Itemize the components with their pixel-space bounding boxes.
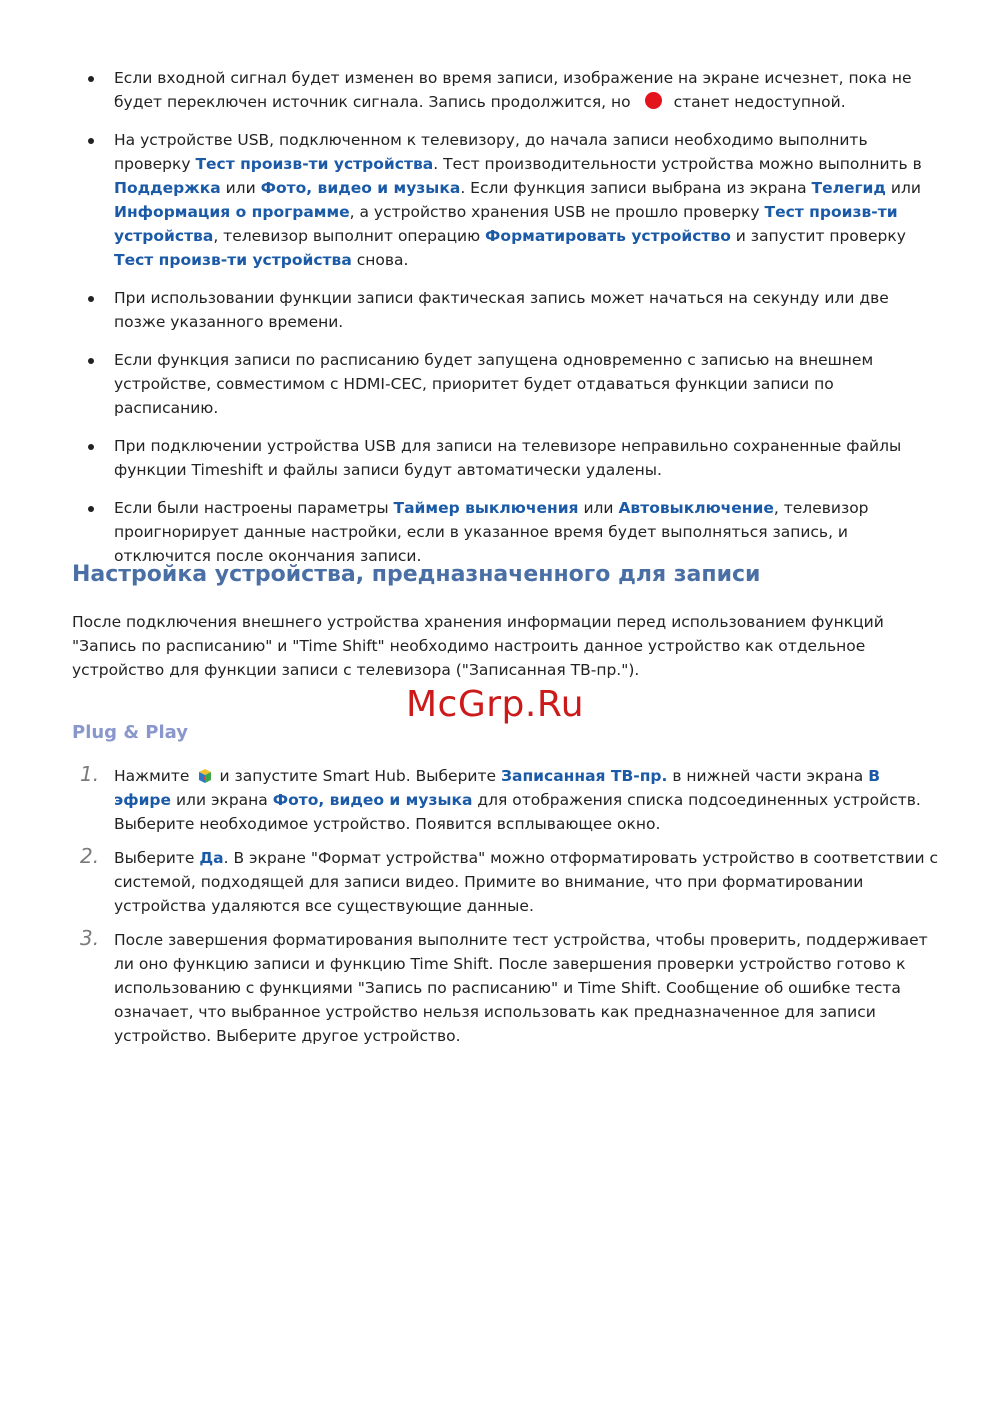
ui-term: Телегид <box>811 179 886 197</box>
text-run: или <box>885 179 921 197</box>
text-run: или <box>578 499 619 517</box>
text-run: для отображения списка подсоединенных устройств. Выберите необходимое устройство. Появится всплывающее окно. <box>114 791 921 833</box>
text-run: При подключении устройства USB для записи на телевизоре неправильно сохраненные файлы функции Timeshift и файлы записи будут автоматически удалены. <box>114 437 902 479</box>
watermark: McGrp.Ru <box>406 684 585 725</box>
step-item <box>72 846 942 918</box>
text-run: , а устройство хранения USB не прошло проверку <box>349 203 765 221</box>
bullet-item <box>72 496 942 568</box>
text-run: в нижней части экрана <box>667 767 869 785</box>
step-number: 3. <box>80 926 100 950</box>
ui-term: Тест произв-ти устройства <box>114 251 352 269</box>
step-item <box>72 764 942 836</box>
bullet-item <box>72 66 942 114</box>
text-run: На устройстве USB, подключенном к телевизору, до начала записи необходимо выполнить проверку <box>114 131 868 173</box>
ui-term: Поддержка <box>114 179 221 197</box>
step-number: 1. <box>80 762 100 786</box>
step-number: 2. <box>80 844 100 868</box>
ui-term: Тест произв-ти устройства <box>114 203 898 245</box>
ui-term: Фото, видео и музыка <box>272 791 473 809</box>
section-intro: После подключения внешнего устройства хранения информации перед использованием функций "Запись по расписанию" и "Time Shift" необходимо настроить данное устройство как отдельное устройство для функции записи с телевизора ("Записанная ТВ-пр."). <box>72 613 884 679</box>
text-run: снова. <box>351 251 409 269</box>
ui-term: Записанная ТВ-пр. <box>500 767 668 785</box>
text-run: и запустите Smart Hub. Выберите <box>219 767 501 785</box>
ui-term: Тест произв-ти устройства <box>195 155 434 173</box>
text-run: или экрана <box>171 791 273 809</box>
ui-term: Автовыключение <box>618 499 774 517</box>
ui-term: Фото, видео и музыка <box>260 179 461 197</box>
text-run: При использовании функции записи фактическая запись может начаться на секунду или две позже указанного времени. <box>114 289 889 331</box>
steps-list <box>72 764 942 1058</box>
bullet-item <box>72 286 942 334</box>
ui-term: Информация о программе <box>114 203 350 221</box>
text-run: Нажмите <box>114 767 190 785</box>
text-run: Если функция записи по расписанию будет запущена одновременно с записью на внешнем устройстве, совместимом с HDMI-CEC, приоритет будет отдаваться функции записи по расписанию. <box>114 351 874 417</box>
record-button-icon <box>645 92 662 109</box>
subsection-heading: Plug & Play <box>72 722 188 743</box>
text-run: станет недоступной. <box>673 93 846 111</box>
text-run: . В экране "Формат устройства" можно отформатировать устройство в соответствии с системой, подходящей для записи видео. Примите во внимание, что при форматировании устройства удаляются все существующие данные. <box>114 849 939 915</box>
ui-term: В эфире <box>114 767 881 809</box>
text-run: . Тест производительности устройства можно выполнить в <box>433 155 922 173</box>
text-run: Если входной сигнал будет изменен во время записи, изображение на экране исчезнет, пока не будет переключен источник сигнала. Запись продолжится, но <box>114 69 912 111</box>
ui-term: Форматировать устройство <box>485 227 731 245</box>
notes-bullet-list <box>72 66 942 582</box>
ui-term: Таймер выключения <box>393 499 579 517</box>
text-run: , телевизор выполнит операцию <box>213 227 486 245</box>
text-run: , телевизор проигнорирует данные настройки, если в указанное время будет выполняться запись, и отключится после окончания записи. <box>114 499 869 565</box>
text-run: Если были настроены параметры <box>114 499 394 517</box>
text-run: Выберите <box>114 849 200 867</box>
text-run: . Если функция записи выбрана из экрана <box>460 179 812 197</box>
text-run: и запустит проверку <box>730 227 906 245</box>
text-run: После завершения форматирования выполните тест устройства, чтобы проверить, поддерживает ли оно функцию записи и функцию Time Shift. После завершения проверки устройство готово к использованию с функциями "Запись по расписанию" и Time Shift. Сообщение об ошибке теста означает, что выбранное устройство нельзя использовать как предназначенное для записи устройство. Выберите другое устройство. <box>114 931 928 1045</box>
text-run: или <box>220 179 261 197</box>
step-item <box>72 928 942 1048</box>
smart-hub-icon <box>197 768 213 784</box>
ui-term: Да <box>199 849 224 867</box>
bullet-item <box>72 348 942 420</box>
section-heading: Настройка устройства, предназначенного для записи <box>72 562 761 587</box>
bullet-item <box>72 434 942 482</box>
bullet-item <box>72 128 942 272</box>
